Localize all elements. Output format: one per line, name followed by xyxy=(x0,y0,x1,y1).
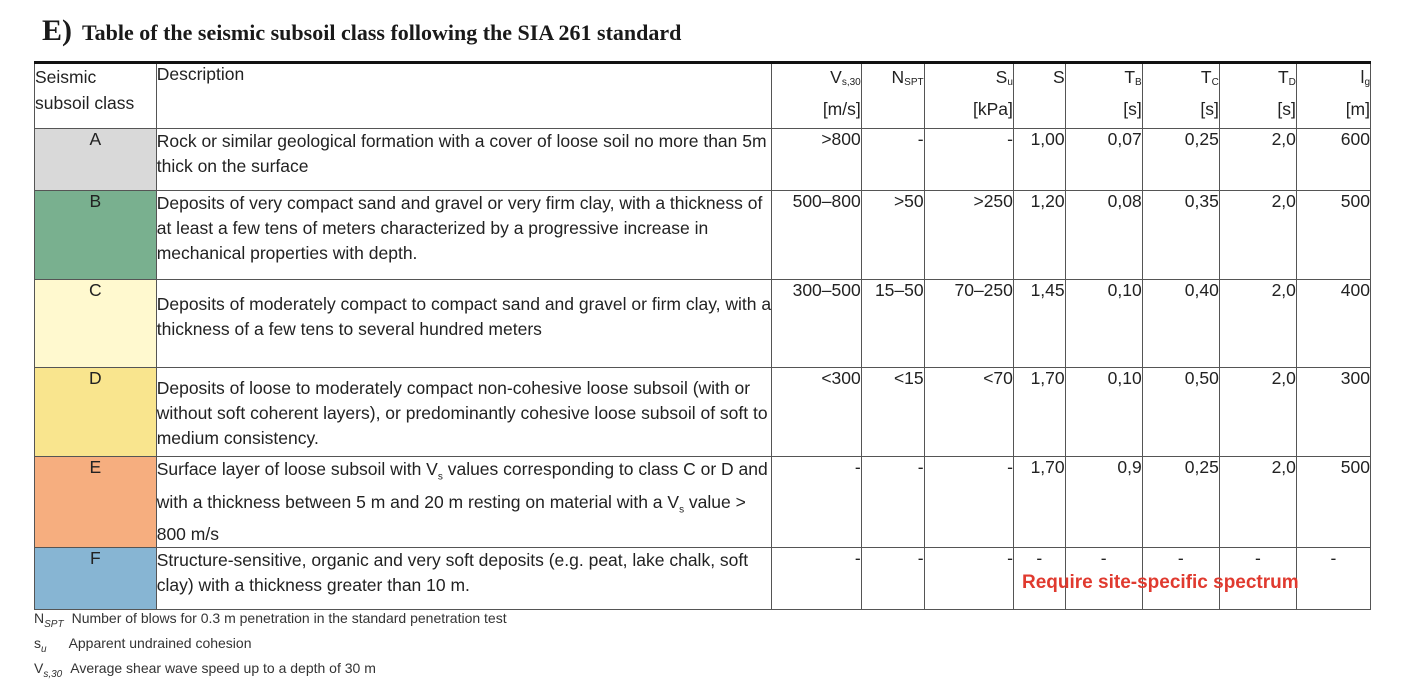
header-class-line1: Seismic xyxy=(35,67,97,87)
tc-c: 0,40 xyxy=(1142,280,1219,368)
td-d: 2,0 xyxy=(1219,368,1296,457)
su-d: <70 xyxy=(924,368,1013,457)
header-row xyxy=(35,63,1371,129)
vs30-a: >800 xyxy=(772,129,861,191)
class-cell-d: D xyxy=(35,368,157,457)
header-nspt: $N_{SPT}$ xyxy=(861,63,924,129)
tc-e: 0,25 xyxy=(1142,457,1219,548)
td-c: 2,0 xyxy=(1219,280,1296,368)
su-b: >250 xyxy=(924,191,1013,280)
tb-b: 0,08 xyxy=(1065,191,1142,280)
vs30-d: <300 xyxy=(772,368,861,457)
table-row-c xyxy=(35,280,1371,368)
header-class-line2: subsoil class xyxy=(35,93,135,113)
nspt-b: >50 xyxy=(861,191,924,280)
seismic-subsoil-table xyxy=(34,61,1371,610)
s-c: 1,45 xyxy=(1013,280,1065,368)
class-cell-b: B xyxy=(35,191,157,280)
nspt-a: - xyxy=(861,129,924,191)
s-a: 1,00 xyxy=(1013,129,1065,191)
header-vs30: $V_{s,30}$ [m/s] xyxy=(772,63,861,129)
tc-b: 0,35 xyxy=(1142,191,1219,280)
tc-d: 0,50 xyxy=(1142,368,1219,457)
vs30-b: 500–800 xyxy=(772,191,861,280)
table-row-d xyxy=(35,368,1371,457)
class-cell-c: C xyxy=(35,280,157,368)
table-row-b xyxy=(35,191,1371,280)
tb-f: - xyxy=(1065,548,1142,610)
tb-a: 0,07 xyxy=(1065,129,1142,191)
lg-c: 400 xyxy=(1296,280,1370,368)
lg-f: - xyxy=(1296,548,1370,610)
site-specific-spectrum-note: Require site-specific spectrum xyxy=(1022,572,1299,593)
legend-nspt: $N_{SPT}$ Number of blows for 0.3 m penetration in the standard penetration test xyxy=(34,610,507,630)
nspt-c: 15–50 xyxy=(861,280,924,368)
section-letter: E) xyxy=(42,14,72,47)
description-f: Structure-sensitive, organic and very soft deposits (e.g. peat, lake chalk, soft clay) with a thickness greater than 10 m. xyxy=(156,548,772,610)
class-cell-f: F xyxy=(35,548,157,610)
header-td: $T_D$ [s] xyxy=(1219,63,1296,129)
s-d: 1,70 xyxy=(1013,368,1065,457)
tb-d: 0,10 xyxy=(1065,368,1142,457)
title-text: Table of the seismic subsoil class following the SIA 261 standard xyxy=(82,20,682,45)
legend-vs30: $V_{s,30}$ Average shear wave speed up to a depth of 30 m xyxy=(34,660,376,680)
header-subsoil-class xyxy=(35,63,157,129)
td-f: - xyxy=(1219,548,1296,610)
header-tb: $T_B$ [s] xyxy=(1065,63,1142,129)
lg-d: 300 xyxy=(1296,368,1370,457)
su-f: - xyxy=(924,548,1013,610)
su-c: 70–250 xyxy=(924,280,1013,368)
tb-c: 0,10 xyxy=(1065,280,1142,368)
td-b: 2,0 xyxy=(1219,191,1296,280)
s-f: - xyxy=(1013,548,1065,610)
lg-e: 500 xyxy=(1296,457,1370,548)
lg-b: 500 xyxy=(1296,191,1370,280)
header-s: S xyxy=(1013,63,1065,129)
nspt-e: - xyxy=(861,457,924,548)
s-e: 1,70 xyxy=(1013,457,1065,548)
description-c: Deposits of moderately compact to compact sand and gravel or firm clay, with a thickness of a few tens to several hundred meters xyxy=(156,280,772,368)
nspt-d: <15 xyxy=(861,368,924,457)
legend-su: $s_u$ Apparent undrained cohesion xyxy=(34,635,252,655)
tc-f: - xyxy=(1142,548,1219,610)
su-e: - xyxy=(924,457,1013,548)
description-a: Rock or similar geological formation with a cover of loose soil no more than 5m thick on the surface xyxy=(156,129,772,191)
td-a: 2,0 xyxy=(1219,129,1296,191)
header-tc: $T_C$ [s] xyxy=(1142,63,1219,129)
s-b: 1,20 xyxy=(1013,191,1065,280)
description-d: Deposits of loose to moderately compact non-cohesive loose subsoil (with or without soft coherent layers), or predominantly cohesive loose subsoil of soft to medium consistency. xyxy=(156,368,772,457)
vs30-e: - xyxy=(772,457,861,548)
td-e: 2,0 xyxy=(1219,457,1296,548)
description-e: Surface layer of loose subsoil with $V_s$ values corresponding to class C or D and with a thickness between 5 m and 20 m resting on material with a $V_s$ value > 800 m/s xyxy=(156,457,772,548)
header-lg: $l_g$ [m] xyxy=(1296,63,1370,129)
table-row-e xyxy=(35,457,1371,548)
class-cell-a: A xyxy=(35,129,157,191)
tc-a: 0,25 xyxy=(1142,129,1219,191)
vs30-f: - xyxy=(772,548,861,610)
su-a: - xyxy=(924,129,1013,191)
description-b: Deposits of very compact sand and gravel or very firm clay, with a thickness of at least a few tens of meters characterized by a progressive increase in mechanical properties with depth. xyxy=(156,191,772,280)
nspt-f: - xyxy=(861,548,924,610)
header-su: $S_u$ [kPa] xyxy=(924,63,1013,129)
class-cell-e: E xyxy=(35,457,157,548)
header-description: Description xyxy=(156,63,772,129)
lg-a: 600 xyxy=(1296,129,1370,191)
vs30-c: 300–500 xyxy=(772,280,861,368)
table-row-a xyxy=(35,129,1371,191)
tb-e: 0,9 xyxy=(1065,457,1142,548)
page-title xyxy=(42,14,681,48)
